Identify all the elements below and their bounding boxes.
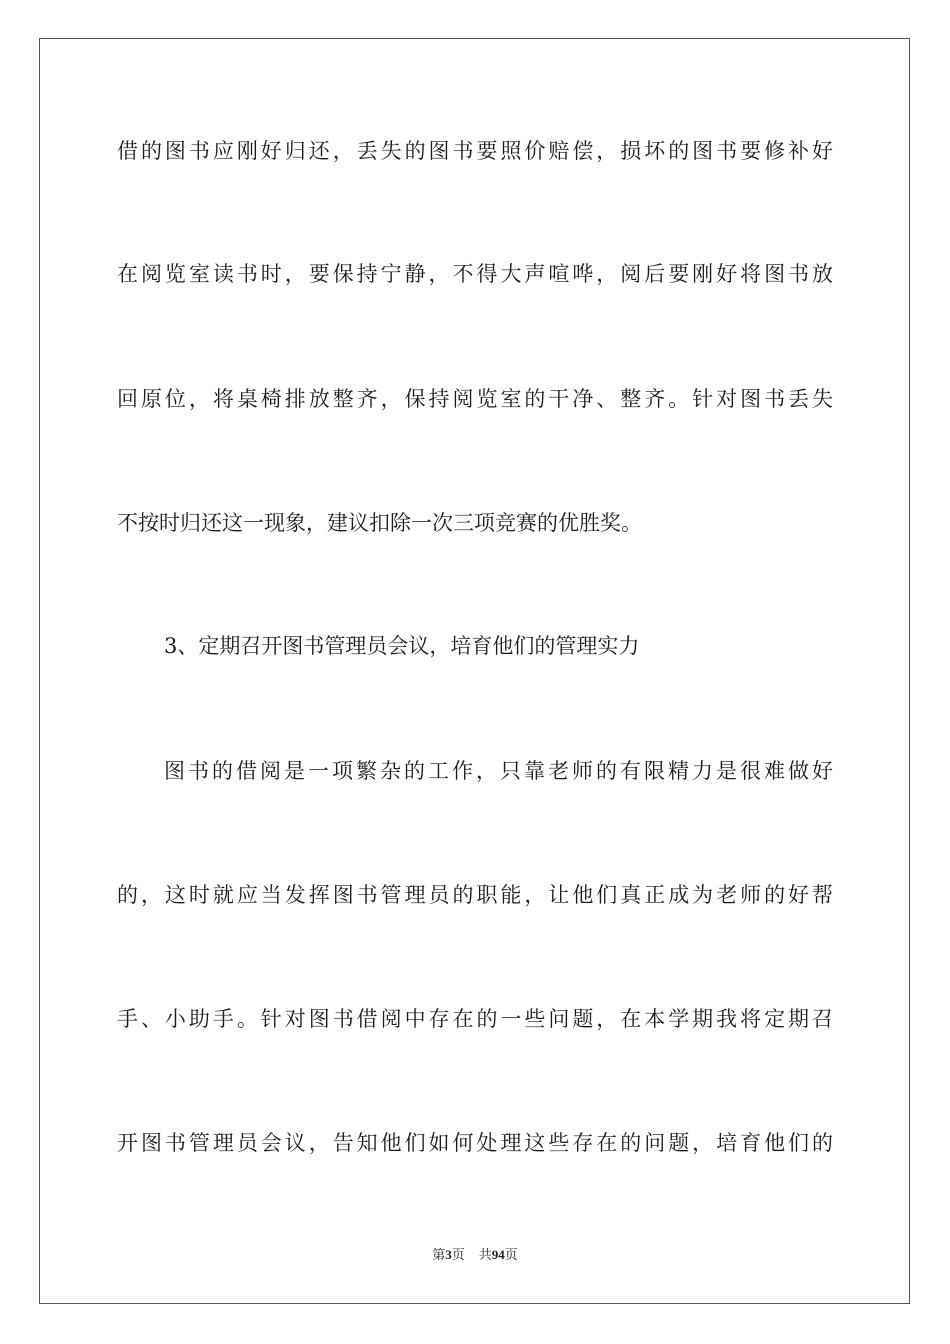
page-border: [39, 38, 910, 1304]
page-footer: [0, 1246, 950, 1264]
body-line-3: 回原位，将桌椅排放整齐，保持阅览室的干净、整齐。针对图书丢失: [117, 387, 833, 411]
body-line-2: 在阅览室读书时，要保持宁静，不得大声喧哗，阅后要刚好将图书放: [117, 262, 833, 286]
body-line-1: 借的图书应刚好归还，丢失的图书要照价赔偿，损坏的图书要修补好: [117, 139, 833, 163]
section-heading: 3、定期召开图书管理员会议，培育他们的管理实力: [164, 634, 640, 658]
page-suffix: 页: [451, 1247, 465, 1262]
body-line-6: 图书的借阅是一项繁杂的工作，只靠老师的有限精力是很难做好: [164, 759, 833, 783]
page-number: 3: [445, 1247, 452, 1262]
body-line-7: 的，这时就应当发挥图书管理员的职能，让他们真正成为老师的好帮: [117, 883, 833, 907]
total-suffix: 页: [504, 1247, 518, 1262]
page-prefix: 第: [432, 1247, 446, 1262]
body-line-9: 开图书管理员会议，告知他们如何处理这些存在的问题，培育他们的: [117, 1131, 833, 1155]
total-pages: 94: [491, 1247, 505, 1262]
body-line-4: 不按时归还这一现象，建议扣除一次三项竞赛的优胜奖。: [117, 511, 642, 535]
body-line-8: 手、小助手。针对图书借阅中存在的一些问题，在本学期我将定期召: [117, 1007, 833, 1031]
total-prefix: 共: [478, 1247, 492, 1262]
